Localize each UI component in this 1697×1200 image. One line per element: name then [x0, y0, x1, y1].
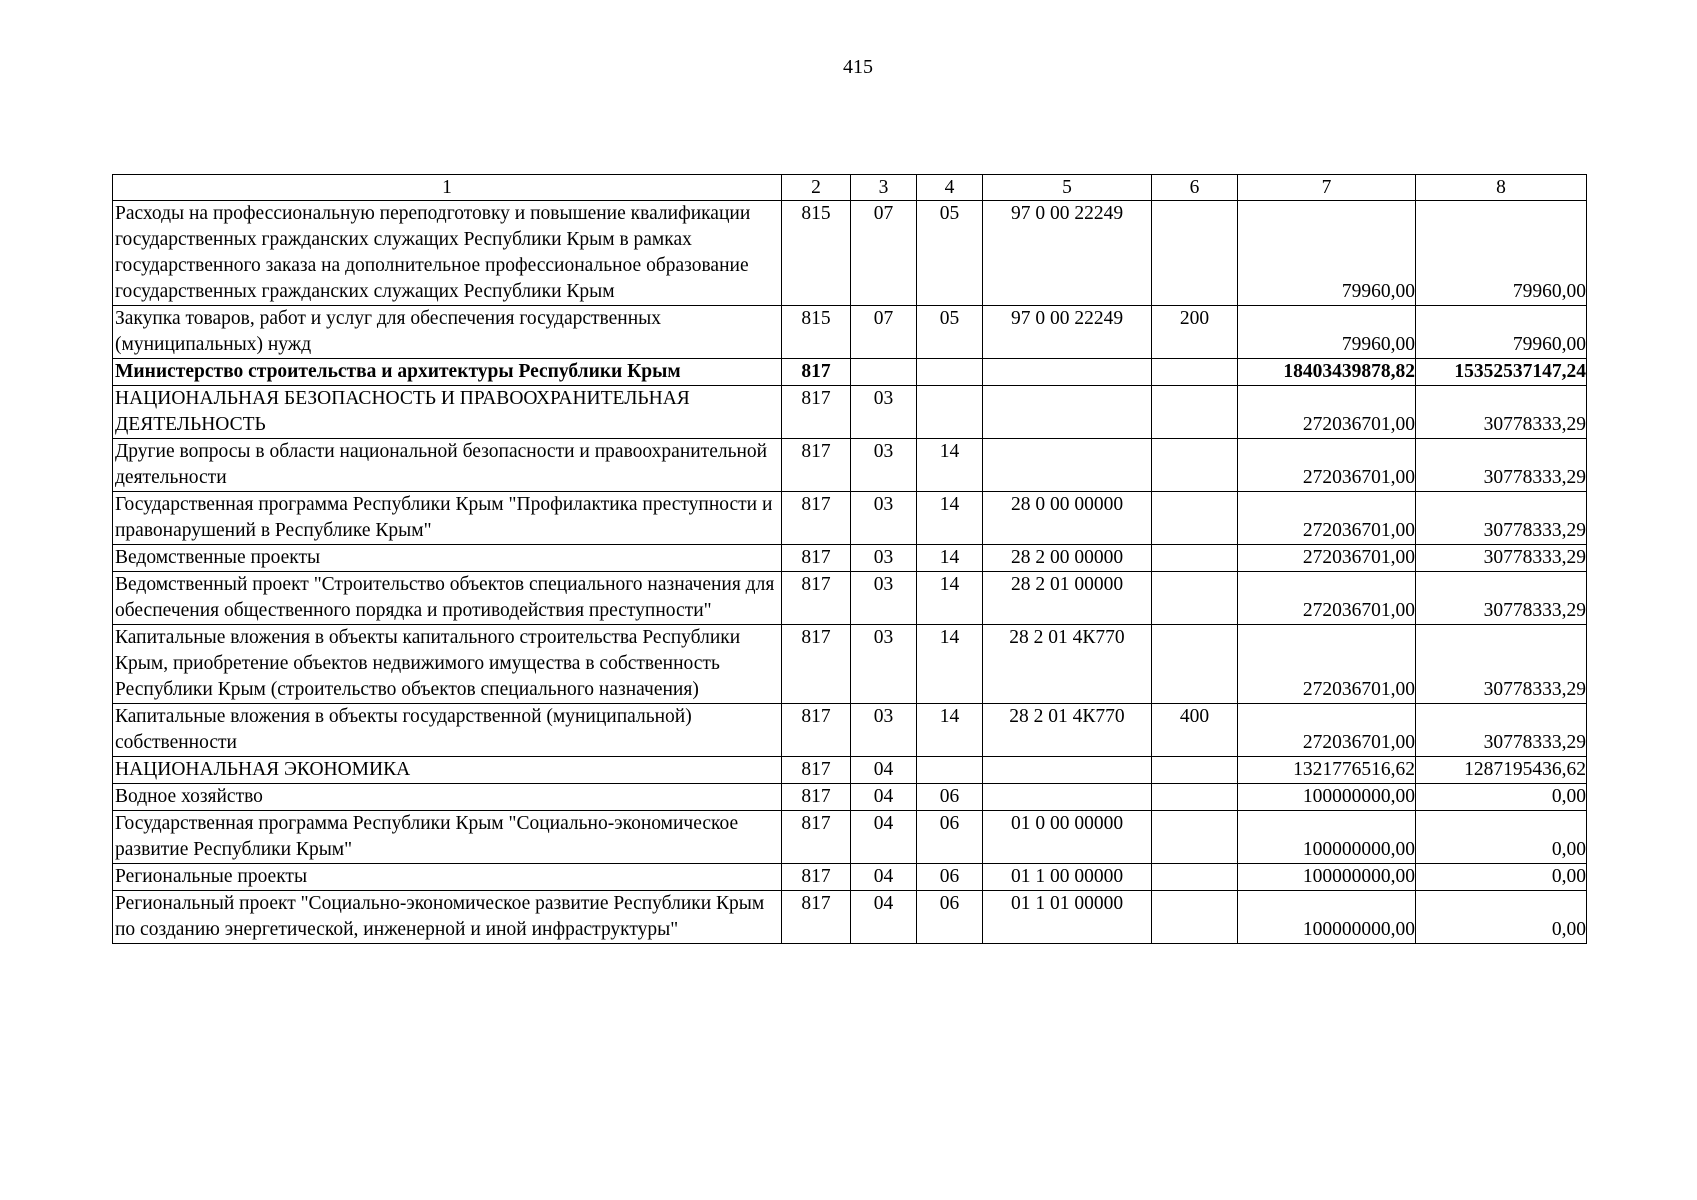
- table-row: [113, 757, 1587, 784]
- target-article-cell: 28 0 00 00000: [983, 492, 1152, 545]
- expense-type-cell: [1152, 811, 1238, 864]
- target-article-cell: 01 1 00 00000: [983, 864, 1152, 891]
- row-name-cell: Другие вопросы в области национальной безопасности и правоохранительной деятельности: [113, 439, 782, 492]
- row-name-cell: Ведомственный проект "Строительство объектов специального назначения для обеспечения общественного порядка и противодействия преступности": [113, 572, 782, 625]
- amount-col8-cell: 79960,00: [1416, 306, 1587, 359]
- amount-col7-cell: 272036701,00: [1238, 439, 1416, 492]
- table-row: [113, 386, 1587, 439]
- section-code-cell: 03: [851, 572, 917, 625]
- row-name-cell: Министерство строительства и архитектуры Республики Крым: [113, 359, 782, 386]
- section-code-cell: 03: [851, 386, 917, 439]
- amount-col8-cell: 30778333,29: [1416, 545, 1587, 572]
- grbs-code-cell: 817: [782, 757, 851, 784]
- section-code-cell: 03: [851, 545, 917, 572]
- expense-type-cell: [1152, 439, 1238, 492]
- subsection-code-cell: 06: [917, 784, 983, 811]
- amount-col7-cell: 272036701,00: [1238, 625, 1416, 704]
- grbs-code-cell: 817: [782, 625, 851, 704]
- grbs-code-cell: 817: [782, 359, 851, 386]
- section-code-cell: 03: [851, 704, 917, 757]
- row-name-cell: НАЦИОНАЛЬНАЯ БЕЗОПАСНОСТЬ И ПРАВООХРАНИТЕЛЬНАЯ ДЕЯТЕЛЬНОСТЬ: [113, 386, 782, 439]
- grbs-code-cell: 817: [782, 439, 851, 492]
- table-row: [113, 864, 1587, 891]
- amount-col8-cell: 0,00: [1416, 784, 1587, 811]
- row-name-cell: Расходы на профессиональную переподготовку и повышение квалификации государственных гражданских служащих Республики Крым в рамках государственного заказа на дополнительное профессиональное образование государственных гражданских служащих Республики Крым: [113, 201, 782, 306]
- table-header-row: [113, 175, 1587, 201]
- expense-type-cell: [1152, 625, 1238, 704]
- section-code-cell: 04: [851, 864, 917, 891]
- subsection-code-cell: 14: [917, 545, 983, 572]
- row-name-cell: Ведомственные проекты: [113, 545, 782, 572]
- target-article-cell: [983, 359, 1152, 386]
- subsection-code-cell: [917, 757, 983, 784]
- section-code-cell: 04: [851, 757, 917, 784]
- amount-col7-cell: 100000000,00: [1238, 891, 1416, 944]
- column-header: 6: [1152, 175, 1238, 201]
- amount-col7-cell: 79960,00: [1238, 306, 1416, 359]
- budget-table: [112, 174, 1587, 944]
- row-name-cell: Водное хозяйство: [113, 784, 782, 811]
- amount-col8-cell: 15352537147,24: [1416, 359, 1587, 386]
- subsection-code-cell: 14: [917, 492, 983, 545]
- expense-type-cell: 200: [1152, 306, 1238, 359]
- grbs-code-cell: 817: [782, 891, 851, 944]
- grbs-code-cell: 817: [782, 572, 851, 625]
- amount-col8-cell: 0,00: [1416, 811, 1587, 864]
- table-row: [113, 306, 1587, 359]
- expense-type-cell: [1152, 864, 1238, 891]
- grbs-code-cell: 817: [782, 864, 851, 891]
- expense-type-cell: [1152, 757, 1238, 784]
- section-code-cell: 04: [851, 811, 917, 864]
- target-article-cell: [983, 439, 1152, 492]
- section-code-cell: 04: [851, 784, 917, 811]
- target-article-cell: 28 2 01 00000: [983, 572, 1152, 625]
- amount-col7-cell: 100000000,00: [1238, 784, 1416, 811]
- subsection-code-cell: 05: [917, 201, 983, 306]
- amount-col8-cell: 0,00: [1416, 891, 1587, 944]
- amount-col7-cell: 272036701,00: [1238, 545, 1416, 572]
- table-row: [113, 439, 1587, 492]
- target-article-cell: 97 0 00 22249: [983, 201, 1152, 306]
- amount-col8-cell: 30778333,29: [1416, 572, 1587, 625]
- column-header: 2: [782, 175, 851, 201]
- expense-type-cell: [1152, 386, 1238, 439]
- column-header: 3: [851, 175, 917, 201]
- grbs-code-cell: 817: [782, 492, 851, 545]
- row-name-cell: Государственная программа Республики Крым "Социально-экономическое развитие Республики Крым": [113, 811, 782, 864]
- target-article-cell: [983, 386, 1152, 439]
- column-header: 1: [113, 175, 782, 201]
- table-row: [113, 492, 1587, 545]
- table-body: [113, 175, 1587, 944]
- amount-col8-cell: 30778333,29: [1416, 625, 1587, 704]
- table-row: [113, 704, 1587, 757]
- table-row: [113, 625, 1587, 704]
- expense-type-cell: [1152, 891, 1238, 944]
- amount-col8-cell: 30778333,29: [1416, 439, 1587, 492]
- section-code-cell: 03: [851, 439, 917, 492]
- amount-col8-cell: 0,00: [1416, 864, 1587, 891]
- amount-col8-cell: 30778333,29: [1416, 386, 1587, 439]
- amount-col8-cell: 79960,00: [1416, 201, 1587, 306]
- expense-type-cell: [1152, 359, 1238, 386]
- section-code-cell: 03: [851, 492, 917, 545]
- amount-col7-cell: 79960,00: [1238, 201, 1416, 306]
- section-code-cell: 03: [851, 625, 917, 704]
- amount-col7-cell: 1321776516,62: [1238, 757, 1416, 784]
- amount-col7-cell: 100000000,00: [1238, 864, 1416, 891]
- row-name-cell: Региональные проекты: [113, 864, 782, 891]
- column-header: 8: [1416, 175, 1587, 201]
- amount-col7-cell: 18403439878,82: [1238, 359, 1416, 386]
- amount-col7-cell: 100000000,00: [1238, 811, 1416, 864]
- grbs-code-cell: 817: [782, 784, 851, 811]
- expense-type-cell: [1152, 492, 1238, 545]
- subsection-code-cell: 06: [917, 864, 983, 891]
- table-row: [113, 359, 1587, 386]
- section-code-cell: 07: [851, 306, 917, 359]
- table-row: [113, 784, 1587, 811]
- grbs-code-cell: 817: [782, 811, 851, 864]
- expense-type-cell: [1152, 545, 1238, 572]
- amount-col7-cell: 272036701,00: [1238, 386, 1416, 439]
- target-article-cell: 01 0 00 00000: [983, 811, 1152, 864]
- page-number: 415: [843, 56, 873, 78]
- row-name-cell: Государственная программа Республики Крым "Профилактика преступности и правонарушений в Республике Крым": [113, 492, 782, 545]
- amount-col7-cell: 272036701,00: [1238, 492, 1416, 545]
- subsection-code-cell: [917, 359, 983, 386]
- table-row: [113, 811, 1587, 864]
- subsection-code-cell: 14: [917, 439, 983, 492]
- section-code-cell: [851, 359, 917, 386]
- subsection-code-cell: 14: [917, 625, 983, 704]
- subsection-code-cell: 14: [917, 704, 983, 757]
- table-row: [113, 201, 1587, 306]
- target-article-cell: 28 2 01 4К770: [983, 625, 1152, 704]
- subsection-code-cell: 06: [917, 811, 983, 864]
- amount-col7-cell: 272036701,00: [1238, 704, 1416, 757]
- subsection-code-cell: [917, 386, 983, 439]
- target-article-cell: [983, 757, 1152, 784]
- table-row: [113, 572, 1587, 625]
- column-header: 4: [917, 175, 983, 201]
- grbs-code-cell: 815: [782, 306, 851, 359]
- amount-col8-cell: 1287195436,62: [1416, 757, 1587, 784]
- column-header: 7: [1238, 175, 1416, 201]
- row-name-cell: Закупка товаров, работ и услуг для обеспечения государственных (муниципальных) нужд: [113, 306, 782, 359]
- row-name-cell: Капитальные вложения в объекты капитального строительства Республики Крым, приобретение объектов недвижимого имущества в собственность Республики Крым (строительство объектов специального назначения): [113, 625, 782, 704]
- column-header: 5: [983, 175, 1152, 201]
- row-name-cell: НАЦИОНАЛЬНАЯ ЭКОНОМИКА: [113, 757, 782, 784]
- subsection-code-cell: 05: [917, 306, 983, 359]
- target-article-cell: 97 0 00 22249: [983, 306, 1152, 359]
- target-article-cell: [983, 784, 1152, 811]
- grbs-code-cell: 817: [782, 545, 851, 572]
- expense-type-cell: [1152, 572, 1238, 625]
- subsection-code-cell: 14: [917, 572, 983, 625]
- section-code-cell: 07: [851, 201, 917, 306]
- expense-type-cell: [1152, 201, 1238, 306]
- table-row: [113, 891, 1587, 944]
- subsection-code-cell: 06: [917, 891, 983, 944]
- expense-type-cell: 400: [1152, 704, 1238, 757]
- amount-col8-cell: 30778333,29: [1416, 492, 1587, 545]
- grbs-code-cell: 815: [782, 201, 851, 306]
- section-code-cell: 04: [851, 891, 917, 944]
- amount-col7-cell: 272036701,00: [1238, 572, 1416, 625]
- row-name-cell: Региональный проект "Социально-экономическое развитие Республики Крым по созданию энергетической, инженерной и иной инфраструктуры": [113, 891, 782, 944]
- target-article-cell: 28 2 01 4К770: [983, 704, 1152, 757]
- expense-type-cell: [1152, 784, 1238, 811]
- target-article-cell: 01 1 01 00000: [983, 891, 1152, 944]
- table-row: [113, 545, 1587, 572]
- target-article-cell: 28 2 00 00000: [983, 545, 1152, 572]
- amount-col8-cell: 30778333,29: [1416, 704, 1587, 757]
- row-name-cell: Капитальные вложения в объекты государственной (муниципальной) собственности: [113, 704, 782, 757]
- grbs-code-cell: 817: [782, 386, 851, 439]
- grbs-code-cell: 817: [782, 704, 851, 757]
